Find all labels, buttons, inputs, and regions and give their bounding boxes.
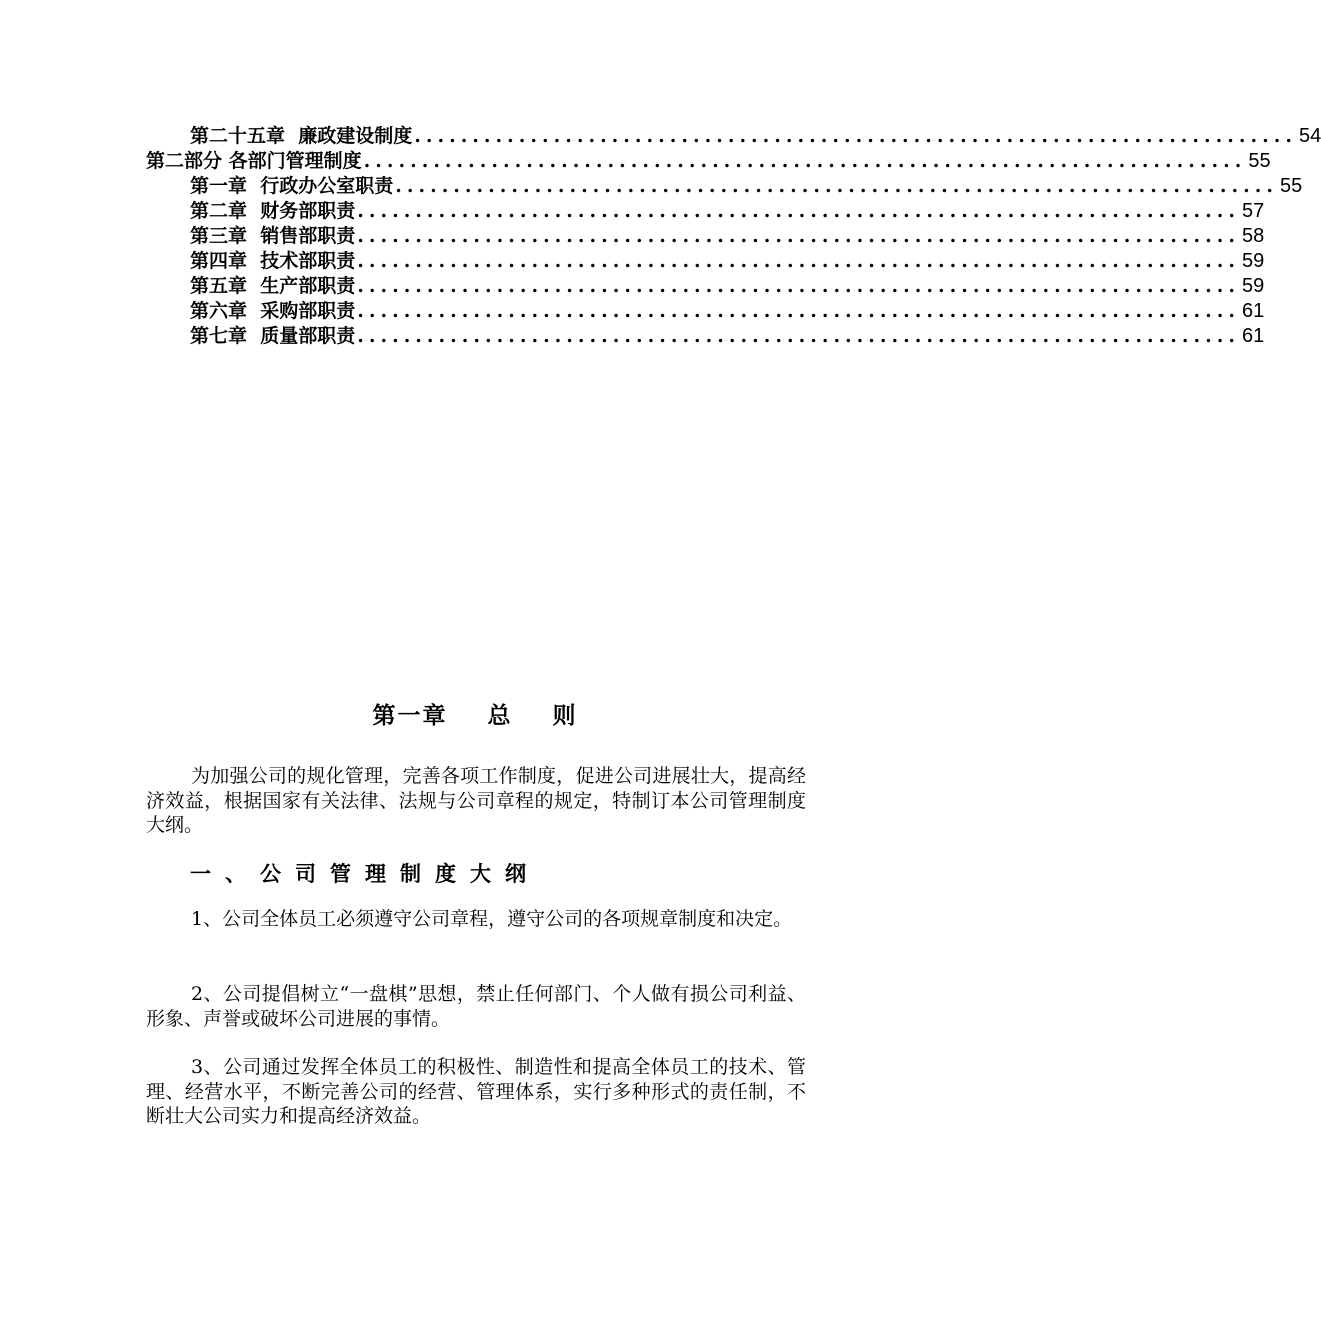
list-item: 1、公司全体员工必须遵守公司章程，遵守公司的各项规章制度和决定。 — [191, 908, 793, 930]
toc-entry-label: 第二章 财务部职责 — [190, 200, 356, 222]
toc-leader-dots: ............................................................................ — [357, 200, 1240, 222]
toc-entry-page: 61 — [1241, 325, 1265, 347]
toc-entry[interactable] — [190, 299, 1265, 323]
toc-entry-label: 第五章 生产部职责 — [190, 275, 356, 297]
toc-entry-page: 54 — [1298, 125, 1321, 147]
toc-entry-page: 58 — [1241, 225, 1265, 247]
toc-leader-dots: ............................................................................ — [357, 275, 1240, 297]
toc-entry[interactable] — [190, 324, 1265, 348]
intro-paragraph: 为加强公司的规化管理，完善各项工作制度，促进公司进展壮大，提高经济效益，根据国家有关法律、法规与公司章程的规定，特制订本公司管理制度大纲。 — [146, 765, 806, 836]
toc-entry-label: 第二十五章 廉政建设制度 — [190, 125, 413, 147]
toc-entry[interactable] — [190, 124, 1321, 148]
toc-leader-dots: ............................................................................ — [357, 250, 1240, 272]
toc-entry-label: 第一章 行政办公室职责 — [190, 175, 394, 197]
toc-entry[interactable] — [190, 199, 1265, 223]
toc-leader-dots: ............................................................................ — [357, 300, 1240, 322]
list-item: 3、公司通过发挥全体员工的积极性、制造性和提高全体员工的技术、管理、经营水平，不断完善公司的经营、管理体系，实行多种形式的责任制，不断壮大公司实力和提高经济效益。 — [146, 1056, 806, 1127]
toc-entry-label: 第四章 技术部职责 — [190, 250, 356, 272]
toc-leader-dots: ............................................................................ — [357, 325, 1240, 347]
toc-entry[interactable] — [190, 274, 1265, 298]
section-heading: 一、公司管理制度大纲 — [190, 861, 540, 886]
toc-entry-page: 55 — [1248, 150, 1271, 172]
toc-entry-page: 59 — [1241, 250, 1265, 272]
chapter-title: 第一章 总 则 — [372, 702, 578, 729]
toc-entry[interactable] — [146, 149, 1271, 173]
toc-entry-label: 第七章 质量部职责 — [190, 325, 356, 347]
toc-entry-page: 59 — [1241, 275, 1265, 297]
toc-entry-page: 61 — [1241, 300, 1265, 322]
toc-entry-label: 第三章 销售部职责 — [190, 225, 356, 247]
toc-entry-label: 第六章 采购部职责 — [190, 300, 356, 322]
list-item: 2、公司提倡树立“一盘棋”思想，禁止任何部门、个人做有损公司利益、形象、声誉或破坏公司进展的事情。 — [146, 983, 806, 1030]
toc-entry[interactable] — [190, 249, 1265, 273]
toc-leader-dots: ............................................................................ — [395, 175, 1278, 197]
toc-leader-dots: ............................................................................ — [357, 225, 1240, 247]
toc-leader-dots: ............................................................................ — [414, 125, 1297, 147]
toc-entry[interactable] — [190, 174, 1303, 198]
toc-entry-label: 第二部分 各部门管理制度 — [146, 150, 362, 172]
toc-entry-page: 55 — [1279, 175, 1303, 197]
toc-entry-page: 57 — [1241, 200, 1265, 222]
toc-leader-dots: ............................................................................ — [363, 150, 1247, 172]
toc-entry[interactable] — [190, 224, 1265, 248]
